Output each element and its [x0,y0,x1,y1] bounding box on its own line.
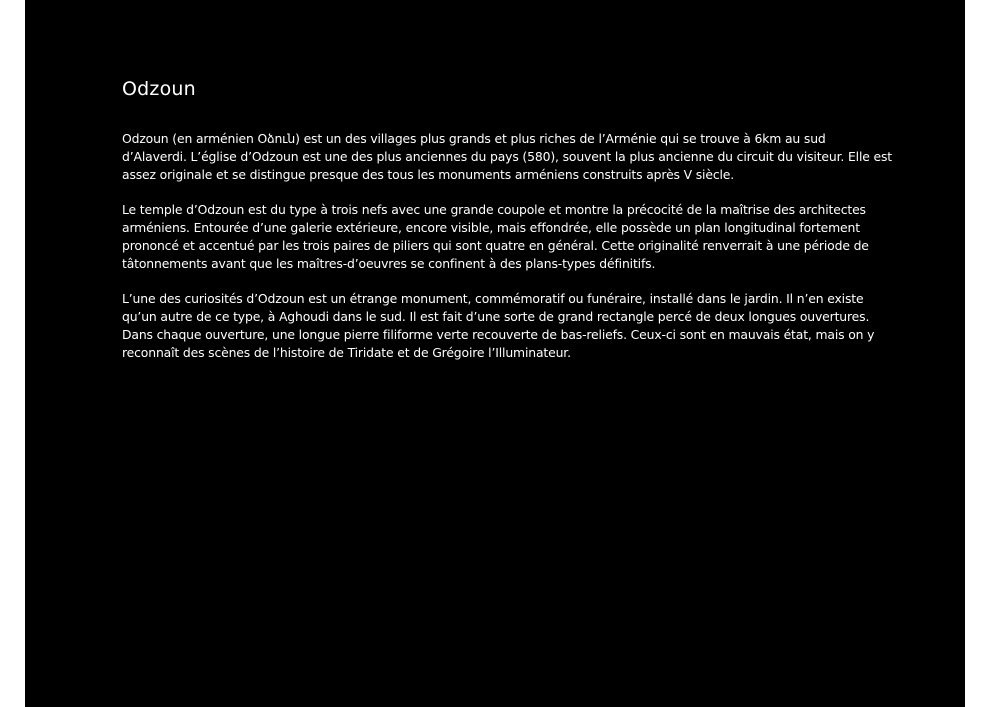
paragraph-monument: L’une des curiosités d’Odzoun est un étrange monument, commémoratif ou funéraire, installé dans le jardin. Il n’en existe qu’un autre de ce type, à Aghoudi dans le sud. Il est fait d’une sorte de grand rectangle percé de deux longues ouvertures. Dans chaque ouverture, une longue pierre filiforme verte recouverte de bas-reliefs. Ceux-ci sont en mauvais état, mais on y reconnaît des scènes de l’histoire de Tiridate et de Grégoire l’Illuminateur. [122,291,875,360]
document-content [122,78,892,379]
paragraph-intro: Odzoun (en arménien Օձուն) est un des villages plus grands et plus riches de l’Arménie qui se trouve à 6km au sud d’Alaverdi. L’église d’Odzoun est une des plus anciennes du pays (580), souvent la plus ancienne du circuit du visiteur. Elle est assez originale et se distingue presque des tous les monuments arméniens construits après V siècle. [122,131,892,182]
paragraph-temple: Le temple d’Odzoun est du type à trois nefs avec une grande coupole et montre la précocité de la maîtrise des architectes arméniens. Entourée d’une galerie extérieure, encore visible, mais effondrée, elle possède un plan longitudinal fortement prononcé et accentué par les trois paires de piliers qui sont quatre en général. Cette originalité renverrait à une période de tâtonnements avant que les maîtres-d’oeuvres se confinent à des plans-types définitifs. [122,202,869,271]
document-page [25,0,965,707]
page-title: Odzoun [122,78,196,100]
